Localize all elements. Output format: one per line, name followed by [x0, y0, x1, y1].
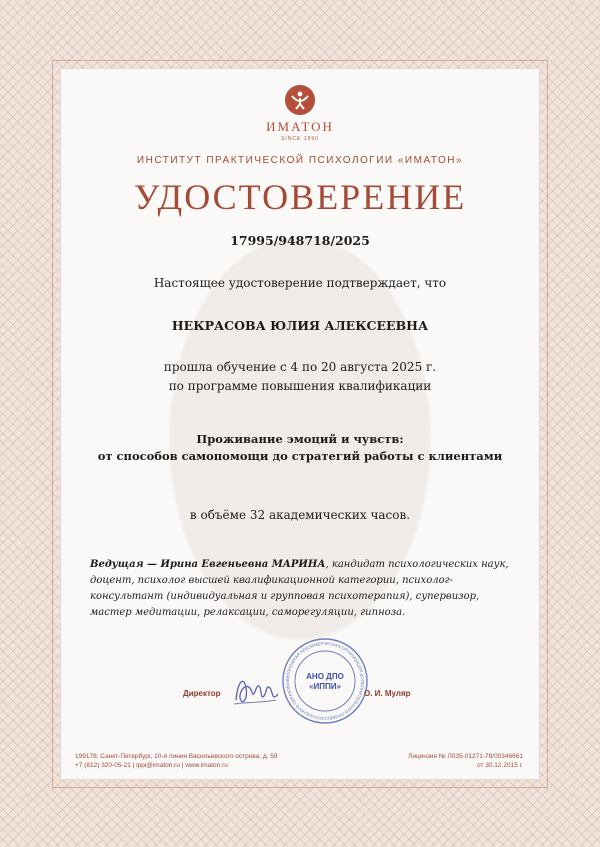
brand-name: ИМАТОН — [266, 119, 334, 134]
director-name: О. И. Муляр — [364, 689, 411, 698]
lead-description — [90, 557, 520, 621]
study-period — [0, 358, 600, 396]
figure-in-circle-logo-icon — [285, 85, 315, 115]
recipient-name: НЕКРАСОВА ЮЛИЯ АЛЕКСЕЕВНА — [171, 318, 429, 333]
lead-name: Ведущая — Ирина Евгеньевна МАРИНА — [90, 559, 326, 570]
certificate-number: 17995/948718/2025 — [230, 233, 370, 248]
organization-stamp — [281, 637, 369, 725]
hours-text: в объёме 32 академических часов. — [189, 508, 411, 522]
study-program: по программе повышения квалификации — [168, 379, 432, 393]
stamp-line2: «ИППИ» — [309, 682, 341, 691]
footer-phone-email-site: +7 (812) 320-05-21 | ippi@imaton.ru | www.imaton.ru — [75, 762, 228, 769]
stamp-ring-text: АВТОНОМНАЯ НЕКОММЕРЧЕСКАЯ ОРГАНИЗАЦИЯ ДОПОЛНИТЕЛЬНОГО ПРОФЕССИОНАЛЬНОГО ОБРАЗОВАН — [284, 640, 366, 722]
course-title — [0, 431, 600, 465]
course-title-line1: Проживание эмоций и чувств: — [196, 432, 404, 446]
footer-address: 199178, Санкт-Петербург, 10-я линия Васильевского острова, д. 59 — [75, 753, 278, 760]
stamp-line1: АНО ДПО — [306, 672, 344, 681]
course-title-line2: от способов самопомощи до стратегий работы с клиентами — [97, 449, 503, 463]
since-label: SINCE 1990 — [281, 136, 319, 142]
institute-name: ИНСТИТУТ ПРАКТИЧЕСКОЙ ПСИХОЛОГИИ «ИМАТОН» — [136, 155, 464, 166]
footer-contacts — [75, 752, 335, 770]
document-title: УДОСТОВЕРЕНИЕ — [133, 177, 467, 217]
footer-license — [340, 752, 523, 770]
lead-credentials: , кандидат психологических наук, доцент, психолог высшей квалификационной категории, психолог-консультант (индивидуальная и групповая психотерапия), супервизор, мастер медитации, релаксации, саморегуляции, гипноза. — [90, 559, 509, 618]
confirms-text: Настоящее удостоверение подтверждает, что — [153, 276, 447, 290]
director-signature — [226, 670, 286, 712]
license-date: от 30.12.2015 г. — [477, 762, 523, 769]
study-dates: прошла обучение с 4 по 20 августа 2025 г. — [163, 360, 437, 374]
logo — [0, 85, 600, 142]
director-label: Директор — [183, 689, 221, 698]
license-number: Лицензия № Л035-01271-78/00346661 — [408, 753, 523, 760]
